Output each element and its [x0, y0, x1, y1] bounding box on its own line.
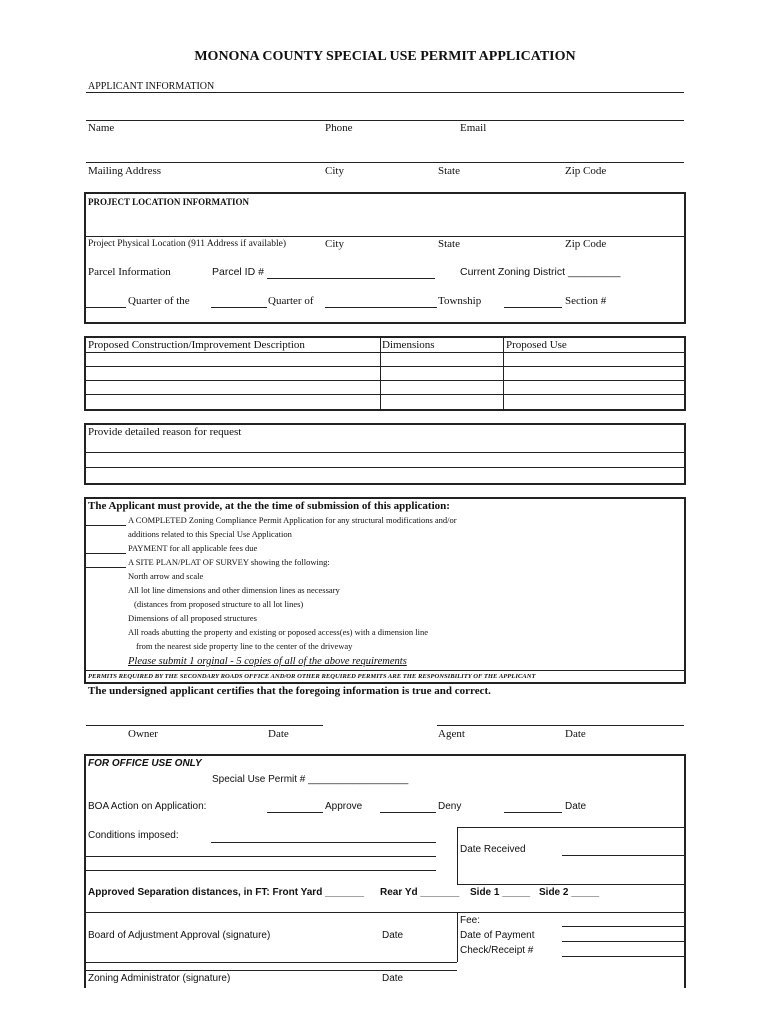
zip-label: Zip Code	[565, 165, 607, 177]
check-receipt-label: Check/Receipt #	[460, 945, 534, 956]
fee-field[interactable]	[562, 926, 684, 927]
conditions-line[interactable]	[211, 842, 436, 843]
section-field[interactable]	[504, 307, 562, 308]
requirement-item: from the nearest side property line to the center of the driveway	[136, 641, 353, 651]
requirement-item: All roads abutting the property and existing or poposed access(es) with a dimension line	[128, 627, 429, 637]
agent-signature-line[interactable]	[437, 725, 684, 726]
permit-number-label: Special Use Permit # __________________	[212, 774, 409, 785]
parcel-info-label: Parcel Information	[88, 266, 171, 278]
state-label: State	[438, 165, 460, 177]
fee-label: Fee:	[460, 915, 481, 926]
project-heading: PROJECT LOCATION INFORMATION	[88, 197, 250, 207]
date-received-field[interactable]	[562, 855, 684, 856]
page-title: MONONA COUNTY SPECIAL USE PERMIT APPLICATION	[194, 49, 576, 64]
requirement-item: North arrow and scale	[128, 571, 204, 581]
parcel-id-field[interactable]	[267, 278, 435, 279]
date-received-label: Date Received	[460, 844, 526, 855]
copies-note: Please submit 1 orginal - 5 copies of all of the above requirements	[128, 656, 407, 667]
quarter-field-3[interactable]	[325, 307, 437, 308]
project-city-label: City	[325, 238, 344, 250]
reason-line[interactable]	[86, 467, 684, 468]
quarter-of-label: Quarter of	[268, 295, 314, 307]
side-2-label: Side 2 _____	[539, 887, 600, 898]
conditions-line[interactable]	[86, 870, 436, 871]
check-receipt-field[interactable]	[562, 956, 684, 957]
divider	[86, 670, 684, 671]
requirement-item: (distances from proposed structure to all lot lines)	[134, 599, 304, 609]
requirements-heading: The Applicant must provide, at the the time of submission of this application:	[88, 500, 450, 512]
name-label: Name	[88, 122, 115, 134]
location-line[interactable]	[86, 236, 684, 237]
boa-action-label: BOA Action on Application:	[88, 801, 207, 812]
boa-date-label: Date	[565, 801, 587, 812]
divider	[86, 912, 684, 913]
city-label: City	[325, 165, 344, 177]
project-zip-label: Zip Code	[565, 238, 607, 250]
table-row[interactable]	[86, 366, 684, 367]
side-1-label: Side 1 _____	[470, 887, 531, 898]
table-column-divider	[380, 338, 381, 409]
certification-text: The undersigned applicant certifies that the foregoing information is true and correct.	[88, 685, 491, 697]
conditions-line[interactable]	[86, 856, 436, 857]
owner-date-label: Date	[268, 728, 289, 740]
conditions-label: Conditions imposed:	[88, 830, 179, 841]
applicant-heading: APPLICANT INFORMATION	[88, 81, 215, 92]
table-header-description: Proposed Construction/Improvement Description	[88, 339, 305, 351]
date-received-box	[457, 827, 686, 885]
owner-signature-line[interactable]	[86, 725, 323, 726]
requirement-item: Dimensions of all proposed structures	[128, 613, 257, 623]
agent-label: Agent	[438, 728, 465, 740]
date-of-payment-label: Date of Payment	[460, 930, 535, 941]
current-zoning-label: Current Zoning District _________	[460, 266, 621, 278]
approve-field[interactable]	[267, 812, 323, 813]
reason-label: Provide detailed reason for request	[88, 426, 242, 438]
zoning-admin-label: Zoning Administrator (signature)	[88, 973, 231, 984]
boa-date-field[interactable]	[504, 812, 562, 813]
separation-label: Approved Separation distances, in FT: Front Yard _______	[88, 887, 365, 898]
quarter-field-1[interactable]	[86, 307, 126, 308]
table-header-proposed-use: Proposed Use	[506, 339, 567, 351]
requirement-item: A COMPLETED Zoning Compliance Permit Application for any structural modifications and/or	[128, 515, 457, 525]
quarter-field-2[interactable]	[211, 307, 267, 308]
table-row	[86, 352, 684, 353]
zoning-signature-line[interactable]	[86, 970, 457, 971]
reason-line[interactable]	[86, 452, 684, 453]
requirement-item: additions related to this Special Use Application	[128, 529, 292, 539]
table-column-divider	[503, 338, 504, 409]
table-row[interactable]	[86, 380, 684, 381]
board-approval-label: Board of Adjustment Approval (signature)	[88, 930, 271, 941]
rear-yard-label: Rear Yd _______	[380, 887, 460, 898]
address-line[interactable]	[86, 162, 684, 163]
email-label: Email	[460, 122, 487, 134]
project-state-label: State	[438, 238, 460, 250]
mailing-address-label: Mailing Address	[88, 165, 162, 177]
requirement-item: PAYMENT for all applicable fees due	[128, 543, 258, 553]
checklist-blank[interactable]	[86, 525, 126, 526]
permits-note: PERMITS REQUIRED BY THE SECONDARY ROADS OFFICE AND/OR OTHER REQUIRED PERMITS ARE THE RESPONSIBILITY OF THE APPLICANT	[88, 673, 536, 680]
table-row[interactable]	[86, 394, 684, 395]
agent-date-label: Date	[565, 728, 586, 740]
section-label: Section #	[565, 295, 607, 307]
board-date-label: Date	[382, 930, 404, 941]
approve-label: Approve	[325, 801, 363, 812]
date-of-payment-field[interactable]	[562, 941, 684, 942]
requirement-item: All lot line dimensions and other dimension lines as necessary	[128, 585, 340, 595]
quarter-of-the-label: Quarter of the	[128, 295, 190, 307]
physical-location-label: Project Physical Location (911 Address if available)	[88, 239, 287, 249]
owner-label: Owner	[128, 728, 158, 740]
zoning-date-label: Date	[382, 973, 404, 984]
township-label: Township	[438, 295, 482, 307]
table-header-dimensions: Dimensions	[382, 339, 435, 351]
deny-label: Deny	[438, 801, 462, 812]
board-signature-line[interactable]	[86, 962, 457, 963]
fee-box-divider	[457, 912, 458, 962]
office-heading: FOR OFFICE USE ONLY	[88, 758, 202, 769]
phone-label: Phone	[325, 122, 353, 134]
checklist-blank[interactable]	[86, 567, 126, 568]
deny-field[interactable]	[380, 812, 436, 813]
parcel-id-label: Parcel ID #	[212, 266, 264, 278]
divider	[86, 92, 684, 93]
name-line[interactable]	[86, 120, 684, 121]
checklist-blank[interactable]	[86, 553, 126, 554]
requirement-item: A SITE PLAN/PLAT OF SURVEY showing the following:	[128, 557, 330, 567]
